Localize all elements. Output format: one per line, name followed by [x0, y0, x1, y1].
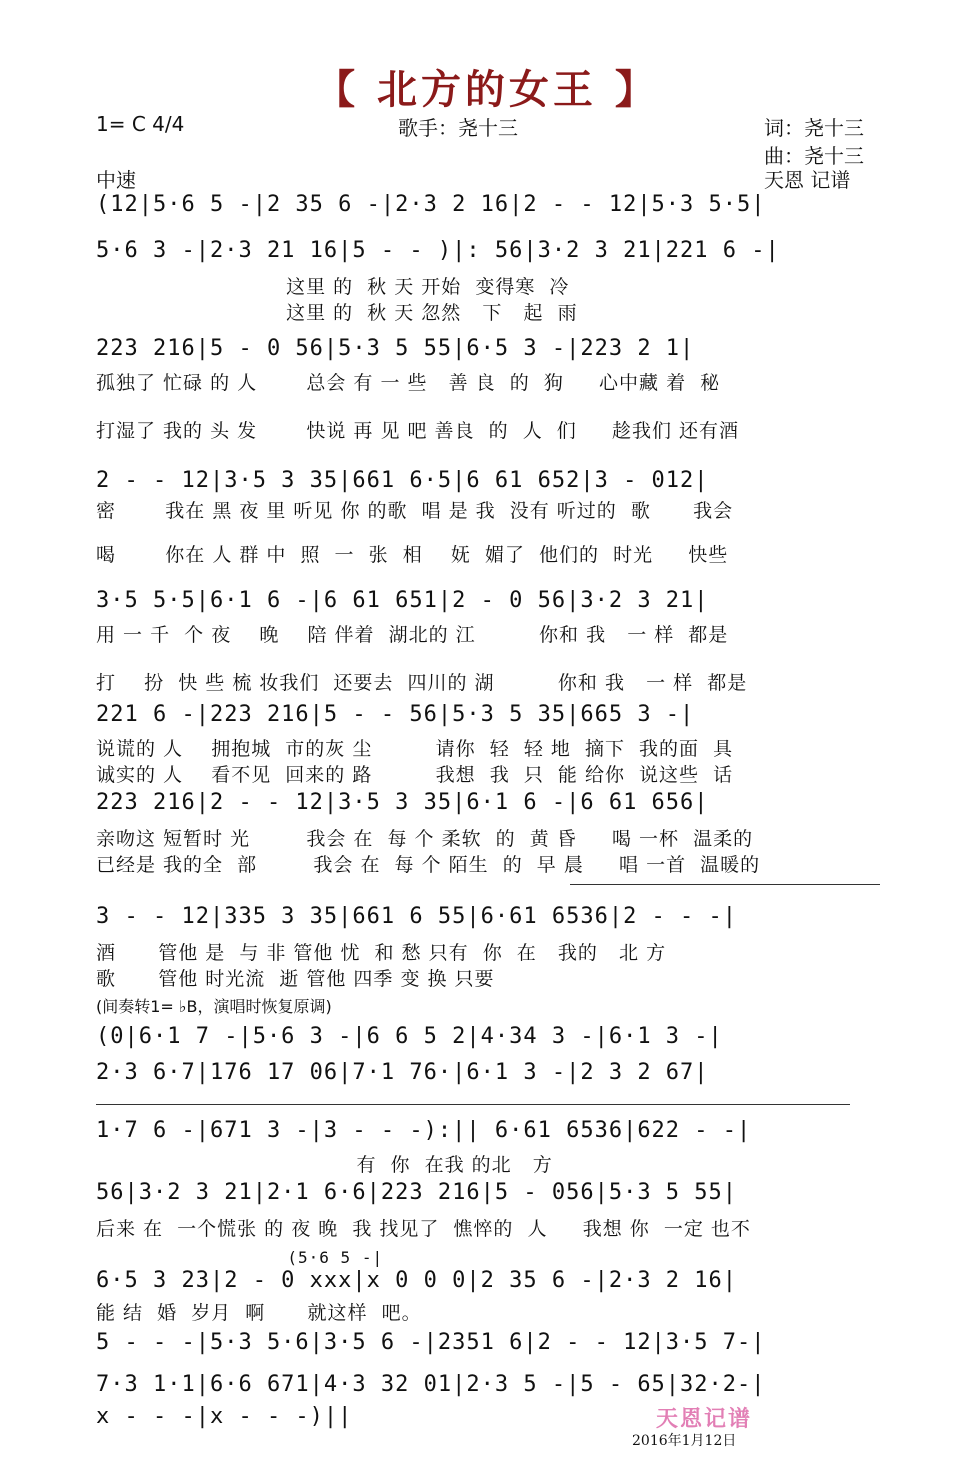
score-line-14: 5 - - -|5·3 5·6|3·5 6 -|2351 6|2 - - 12|3·5 7-|	[96, 1330, 766, 1355]
lyric-line-11: 有 你 在我 的北 方	[96, 1154, 553, 1176]
score-line-15: 7·3 1·1|6·6 671|4·3 32 01|2·3 5 -|5 - 65|32·2-|	[96, 1372, 766, 1397]
score-line-2: 5·6 3 -|2·3 21 16|5 - - )|: 56|3·2 3 21|221 6 -|	[96, 238, 780, 263]
transcriber-stamp: 天恩记谱	[656, 1407, 753, 1432]
score-line-7: 223 216|2 - - 12|3·5 3 35|6·1 6 -|6 61 656|	[96, 790, 709, 815]
score-line-5: 3·5 5·5|6·1 6 -|6 61 651|2 - 0 56|3·2 3 21|	[96, 588, 709, 613]
score-line-13: 6·5 3 23|2 - 0 xxx|x 0 0 0|2 35 6 -|2·3 2 16|	[96, 1268, 738, 1293]
date-label: 2016年1月12日	[632, 1433, 737, 1449]
score-line-4: 2 - - 12|3·5 3 35|661 6·5|6 61 652|3 - 012|	[96, 468, 709, 493]
lyric-line-2b: 这里 的 秋 天 忽然 下 起 雨	[96, 302, 578, 324]
volta-bracket-2	[480, 1104, 850, 1105]
composer-label: 曲：尧十三	[764, 144, 864, 168]
song-title: 【 北方的女王 】	[315, 67, 659, 113]
interlude-note: (间奏转1= ♭B，演唱时恢复原调)	[96, 997, 332, 1016]
score-line-12: 56|3·2 3 21|2·1 6·6|223 216|5 - 056|5·3 5 55|	[96, 1180, 738, 1205]
score-line-11: 1·7 6 -|671 3 -|3 - - -):|| 6·61 6536|622 - -|	[96, 1118, 752, 1143]
lyric-line-3b: 打湿了 我的 头 发 快说 再 见 吧 善良 的 人 们 趁我们 还有酒	[96, 420, 740, 442]
score-line-9: (0|6·1 7 -|5·6 3 -|6 6 5 2|4·34 3 -|6·1 3 -|	[96, 1024, 723, 1049]
singer-label: 歌手：尧十三	[398, 116, 518, 140]
lyric-line-7a: 亲吻这 短暂时 光 我会 在 每 个 柔软 的 黄 昏 喝 一杯 温柔的	[96, 828, 754, 850]
lyric-line-3a: 孤独了 忙碌 的 人 总会 有 一 些 善 良 的 狗 心中藏 着 秘	[96, 372, 721, 394]
volta-bracket-end	[96, 1104, 526, 1105]
volta-bracket-1	[570, 884, 880, 885]
key-signature: 1= C 4/4	[96, 112, 185, 136]
lyricist-label: 词：尧十三	[764, 116, 864, 140]
lyric-line-8b: 歌 管他 时光流 逝 管他 四季 变 换 只要	[96, 968, 495, 990]
score-line-16: x - - -|x - - -)||	[96, 1404, 353, 1429]
transcriber-label: 天恩 记谱	[764, 168, 851, 192]
lyric-line-4a: 密 我在 黑 夜 里 听见 你 的歌 唱 是 我 没有 听过的 歌 我会	[96, 500, 734, 522]
score-line-1: (12|5·6 5 -|2 35 6 -|2·3 2 16|2 - - 12|5·3 5·5|	[96, 192, 766, 217]
lyric-line-13: 能 结 婚 岁月 啊 就这样 吧。	[96, 1302, 422, 1324]
lyric-line-2a: 这里 的 秋 天 开始 变得寒 冷	[96, 276, 570, 298]
lyric-line-12: 后来 在 一个慌张 的 夜 晚 我 找见了 憔悴的 人 我想 你 一定 也不	[96, 1218, 751, 1240]
lyric-line-6b: 诚实的 人 看不见 回来的 路 我想 我 只 能 给你 说这些 话	[96, 764, 734, 786]
lyric-line-7b: 已经是 我的全 部 我会 在 每 个 陌生 的 早 晨 唱 一首 温暖的	[96, 854, 761, 876]
score-line-6: 221 6 -|223 216|5 - - 56|5·3 5 35|665 3 -|	[96, 702, 695, 727]
tempo-label: 中速	[96, 168, 136, 192]
score-line-10: 2·3 6·7|176 17 06|7·1 76·|6·1 3 -|2 3 2 67|	[96, 1060, 709, 1085]
lyric-line-5a: 用 一 千 个 夜 晚 陪 伴着 湖北的 江 你和 我 一 样 都是	[96, 624, 729, 646]
lyric-line-5b: 打 扮 快 些 梳 妆我们 还要去 四川的 湖 你和 我 一 样 都是	[96, 672, 748, 694]
score-line-12-sub: (5·6 5 -|	[96, 1248, 384, 1267]
score-line-3: 223 216|5 - 0 56|5·3 5 55|6·5 3 -|223 2 1|	[96, 336, 695, 361]
score-line-8: 3 - - 12|335 3 35|661 6 55|6·61 6536|2 - - -|	[96, 904, 738, 929]
lyric-line-6a: 说谎的 人 拥抱城 市的灰 尘 请你 轻 轻 地 摘下 我的面 具	[96, 738, 734, 760]
lyric-line-4b: 喝 你在 人 群 中 照 一 张 相 妩 媚了 他们的 时光 快些	[96, 544, 729, 566]
lyric-line-8a: 酒 管他 是 与 非 管他 忧 和 愁 只有 你 在 我的 北 方	[96, 942, 667, 964]
